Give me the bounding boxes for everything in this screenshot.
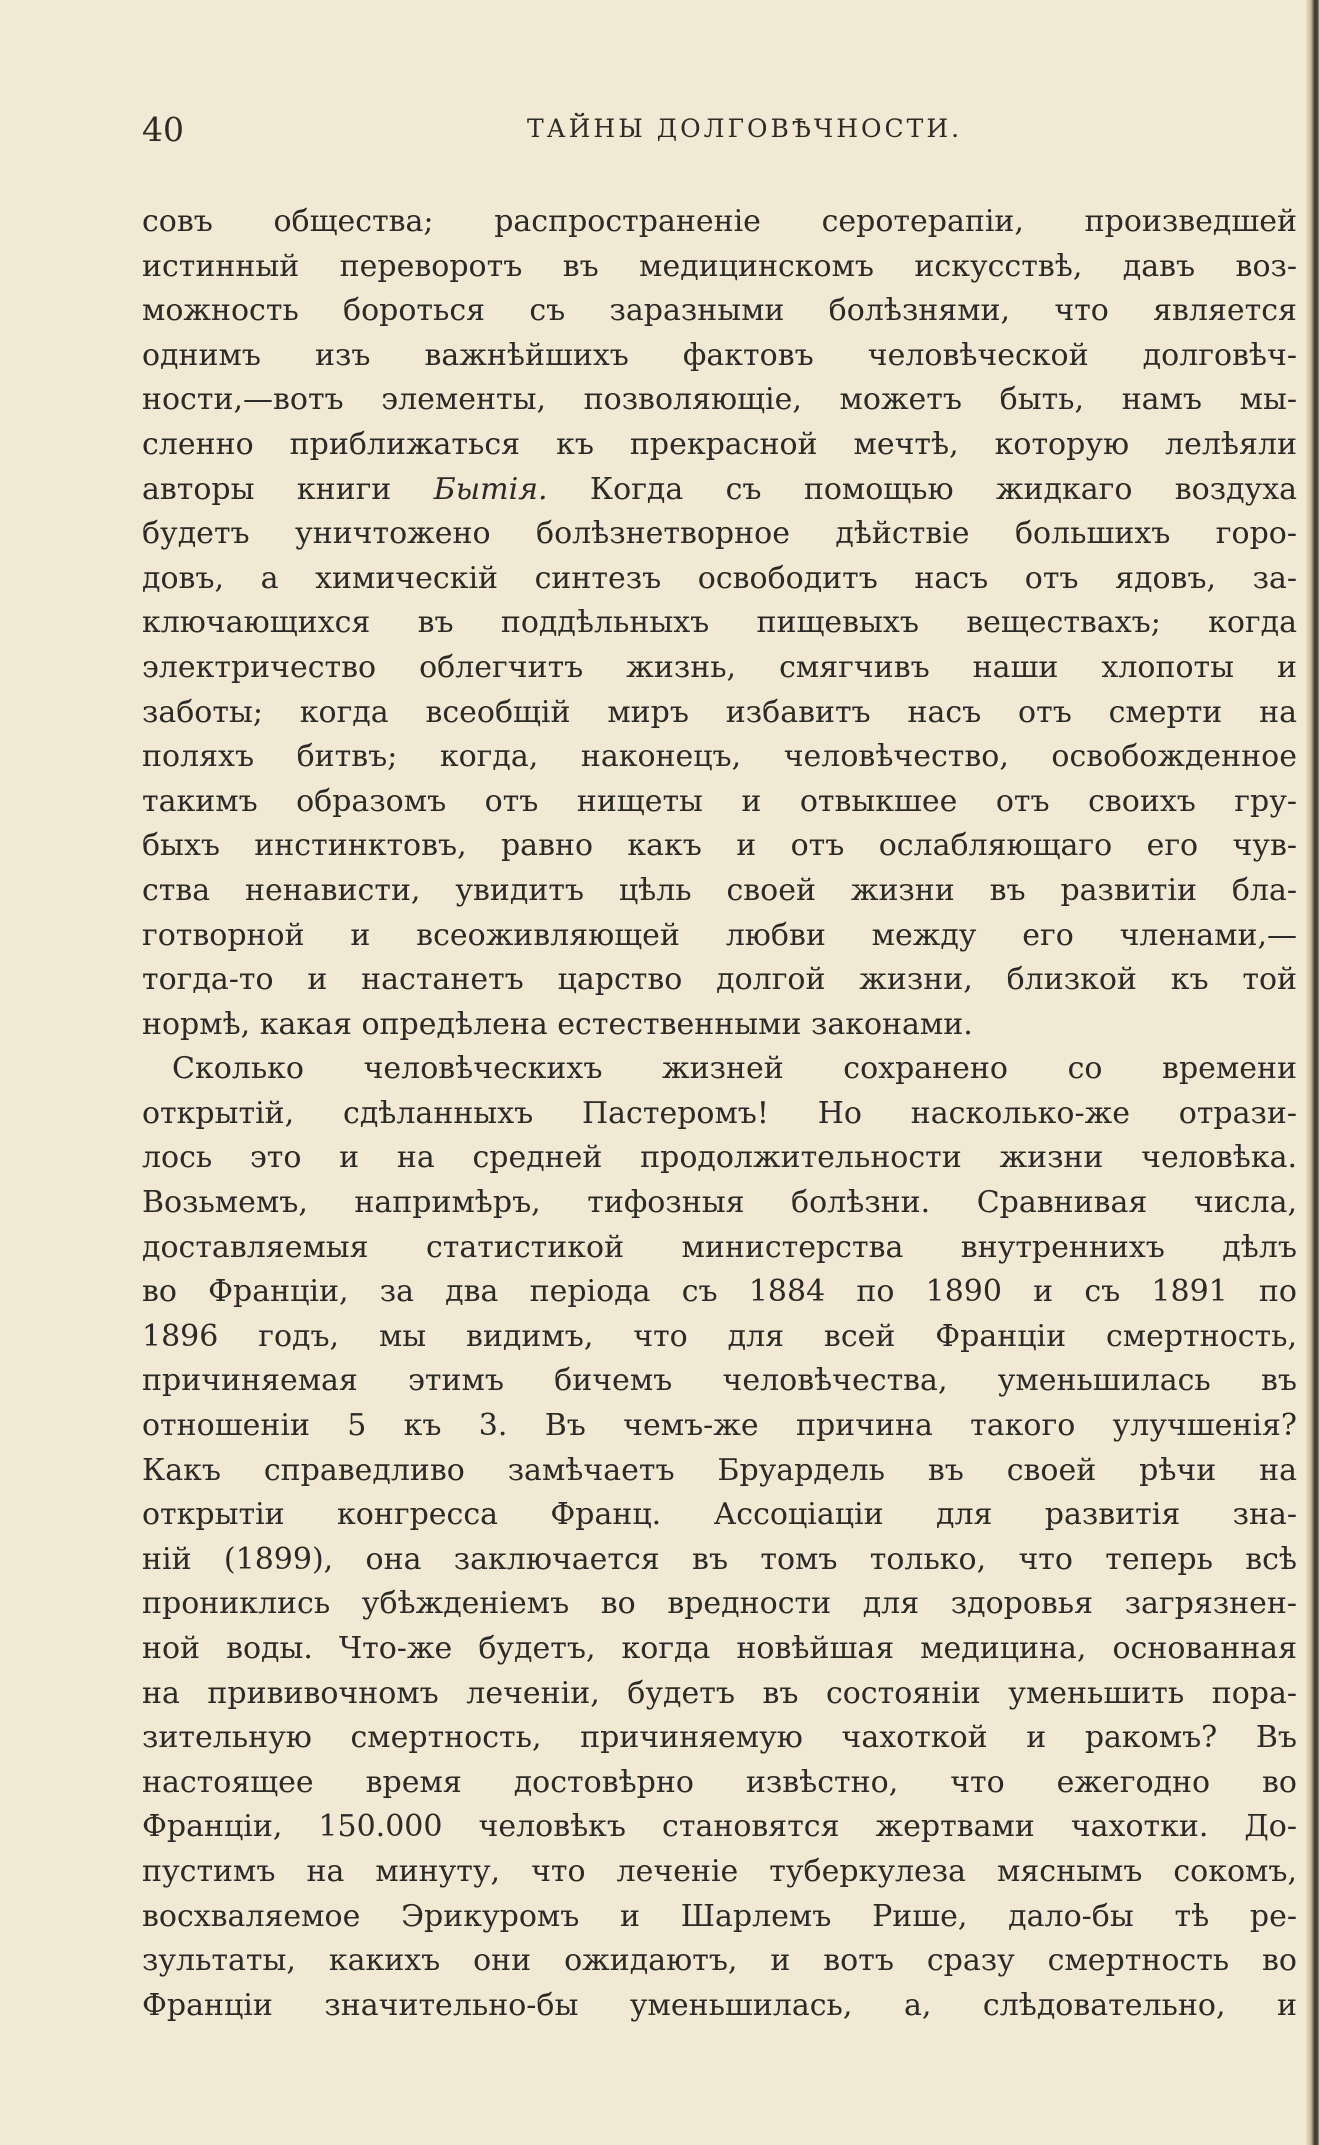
text-line: будетъ уничтожено болѣзнетворное дѣйствіе большихъ горо- (142, 516, 1297, 552)
text-line: во Франціи, за два періода съ 1884 по 1890 и съ 1891 по (142, 1274, 1297, 1310)
text-line: сленно приближаться къ прекрасной мечтѣ, которую лелѣяли (142, 426, 1297, 462)
text-line: пустимъ на минуту, что леченіе туберкулеза мяснымъ сокомъ, (142, 1853, 1297, 1889)
text-line: 1896 годъ, мы видимъ, что для всей Франціи смертность, (142, 1318, 1297, 1354)
text-line: довъ, а химическій синтезъ освободитъ насъ отъ ядовъ, за- (142, 560, 1297, 596)
text-line: зультаты, какихъ они ожидаютъ, и вотъ сразу смертность во (142, 1943, 1297, 1979)
text-line: тогда-то и настанетъ царство долгой жизни, близкой къ той (142, 962, 1297, 998)
text-line: истинный переворотъ въ медицинскомъ искусствѣ, давъ воз- (142, 248, 1297, 284)
text-line: такимъ образомъ отъ нищеты и отвыкшее отъ своихъ гру- (142, 783, 1297, 819)
text-line: нормѣ, какая опредѣлена естественными законами. (142, 1006, 973, 1042)
text-line: готворной и всеоживляющей любви между его членами,— (142, 917, 1297, 953)
text-line: однимъ изъ важнѣйшихъ фактовъ человѣческой долговѣч- (142, 337, 1297, 373)
text-line: причиняемая этимъ бичемъ человѣчества, уменьшилась въ (142, 1363, 1297, 1399)
page-edge (1306, 0, 1320, 2145)
body-text (142, 200, 1297, 2028)
text-line: ства ненависти, увидитъ цѣль своей жизни въ развитіи бла- (142, 872, 1297, 908)
text-line: Франціи, 150.000 человѣкъ становятся жертвами чахотки. До- (142, 1809, 1297, 1845)
running-title: ТАЙНЫ ДОЛГОВѢЧНОСТИ. (527, 114, 963, 143)
paragraph-start-line: Сколько человѣческихъ жизней сохранено со времени (172, 1051, 1297, 1087)
text-line: Какъ справедливо замѣчаетъ Бруардель въ своей рѣчи на (142, 1452, 1297, 1488)
text-line: лось это и на средней продолжительности жизни человѣка. (142, 1140, 1297, 1176)
text-fragment: Когда съ помощью жидкаго воздуха (589, 471, 1297, 507)
text-line: совъ общества; распространеніе серотерапіи, произведшей (142, 204, 1297, 239)
text-line: ключающихся въ поддѣльныхъ пищевыхъ веществахъ; когда (142, 605, 1297, 641)
book-title: Бытія. (433, 471, 548, 507)
text-line: ности,—вотъ элементы, позволяющіе, можетъ быть, намъ мы- (142, 382, 1297, 418)
text-line: прониклись убѣжденіемъ во вредности для здоровья загрязнен- (142, 1586, 1297, 1622)
text-line: электричество облегчитъ жизнь, смягчивъ наши хлопоты и (142, 649, 1297, 685)
text-line: ной воды. Что-же будетъ, когда новѣйшая медицина, основанная (142, 1631, 1297, 1666)
text-line: восхваляемое Эрикуромъ и Шарлемъ Рише, дало-бы тѣ ре- (142, 1898, 1297, 1934)
text-fragment: авторы книги (142, 471, 392, 507)
text-line: на прививочномъ леченіи, будетъ въ состояніи уменьшить пора- (142, 1675, 1297, 1711)
text-line: заботы; когда всеобщій миръ избавитъ насъ отъ смерти на (142, 694, 1297, 730)
text-line: доставляемыя статистикой министерства внутреннихъ дѣлъ (142, 1229, 1297, 1265)
text-line: быхъ инстинктовъ, равно какъ и отъ ослабляющаго его чув- (142, 828, 1297, 864)
text-line: Возьмемъ, напримѣръ, тифозныя болѣзни. Сравнивая числа, (142, 1185, 1297, 1221)
text-line: настоящее время достовѣрно извѣстно, что ежегодно во (142, 1764, 1297, 1800)
text-line: зительную смертность, причиняемую чахоткой и ракомъ? Въ (142, 1720, 1297, 1756)
text-line: открытіи конгресса Франц. Ассоціаціи для развитія зна- (142, 1497, 1297, 1533)
text-line: ній (1899), она заключается въ томъ только, что теперь всѣ (142, 1541, 1297, 1577)
text-line: отношеніи 5 къ 3. Въ чемъ-же причина такого улучшенія? (142, 1408, 1297, 1444)
text-line: Франціи значительно-бы уменьшилась, а, слѣдовательно, и (142, 1987, 1297, 2023)
text-line: открытій, сдѣланныхъ Пастеромъ! Но насколько-же отрази- (142, 1095, 1297, 1131)
page-number: 40 (142, 110, 184, 149)
text-line: поляхъ битвъ; когда, наконецъ, человѣчество, освобожденное (142, 739, 1297, 775)
text-line: можность бороться съ заразными болѣзнями, что является (142, 293, 1297, 329)
page-header (142, 110, 1297, 160)
text-line-with-title (142, 468, 1297, 513)
